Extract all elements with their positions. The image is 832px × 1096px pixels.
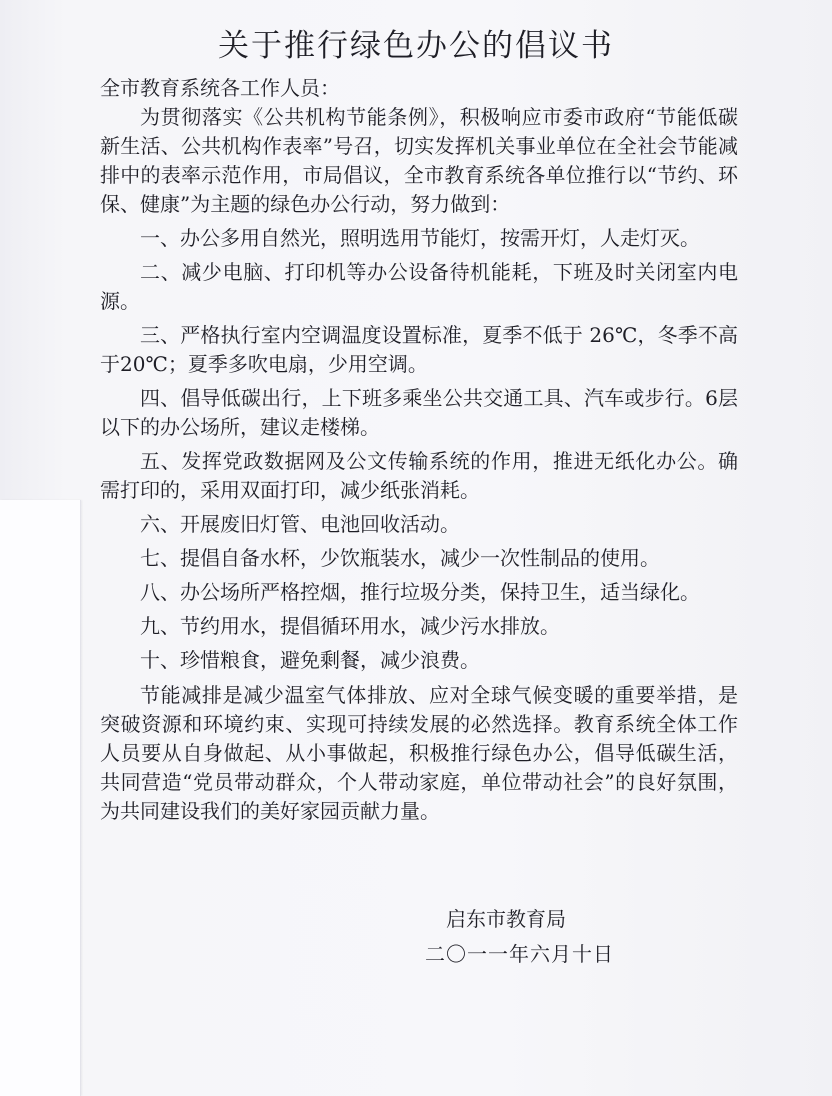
salutation: 全市教育系统各工作人员： xyxy=(100,76,340,100)
list-item: 四、倡导低碳出行，上下班多乘坐公共交通工具、汽车或步行。6层以下的办公场所，建议走楼梯。 xyxy=(100,386,738,439)
intro-paragraph: 为贯彻落实《公共机构节能条例》，积极响应市委市政府“节能低碳新生活、公共机构作表率”号召，切实发挥机关事业单位在全社会节能减排中的表率示范作用，市局倡议，全市教育系统各单位推行以“节约、环保、健康”为主题的绿色办公行动，努力做到： xyxy=(100,105,738,216)
list-item: 七、提倡自备水杯，少饮瓶装水，减少一次性制品的使用。 xyxy=(140,546,660,570)
signature-date: 二〇一一年六月十日 xyxy=(425,942,614,966)
document-body xyxy=(100,103,738,826)
list-item: 三、严格执行室内空调温度设置标准，夏季不低于 26℃，冬季不高于20℃；夏季多吹电扇，少用空调。 xyxy=(100,323,738,376)
signature-organization: 启东市教育局 xyxy=(446,907,566,931)
paper-edge-strip xyxy=(0,500,81,1096)
list-item: 二、减少电脑、打印机等办公设备待机能耗，下班及时关闭室内电源。 xyxy=(100,260,738,313)
closing-paragraph: 节能减排是减少温室气体排放、应对全球气候变暖的重要举措，是突破资源和环境约束、实现可持续发展的必然选择。教育系统全体工作人员要从自身做起、从小事做起，积极推行绿色办公，倡导低碳生活，共同营造“党员带动群众，个人带动家庭，单位带动社会”的良好氛围，为共同建设我们的美好家园贡献力量。 xyxy=(100,683,738,823)
list-item: 九、节约用水，提倡循环用水，减少污水排放。 xyxy=(140,614,560,638)
list-item: 六、开展废旧灯管、电池回收活动。 xyxy=(140,512,460,536)
document-title: 关于推行绿色办公的倡议书 xyxy=(218,28,614,64)
list-item: 一、办公多用自然光，照明选用节能灯，按需开灯，人走灯灭。 xyxy=(140,226,700,250)
list-item: 十、珍惜粮食，避免剩餐，减少浪费。 xyxy=(140,648,480,672)
list-item: 八、办公场所严格控烟，推行垃圾分类，保持卫生，适当绿化。 xyxy=(140,580,700,604)
list-item: 五、发挥党政数据网及公文传输系统的作用，推进无纸化办公。确需打印的，采用双面打印，减少纸张消耗。 xyxy=(100,449,738,502)
